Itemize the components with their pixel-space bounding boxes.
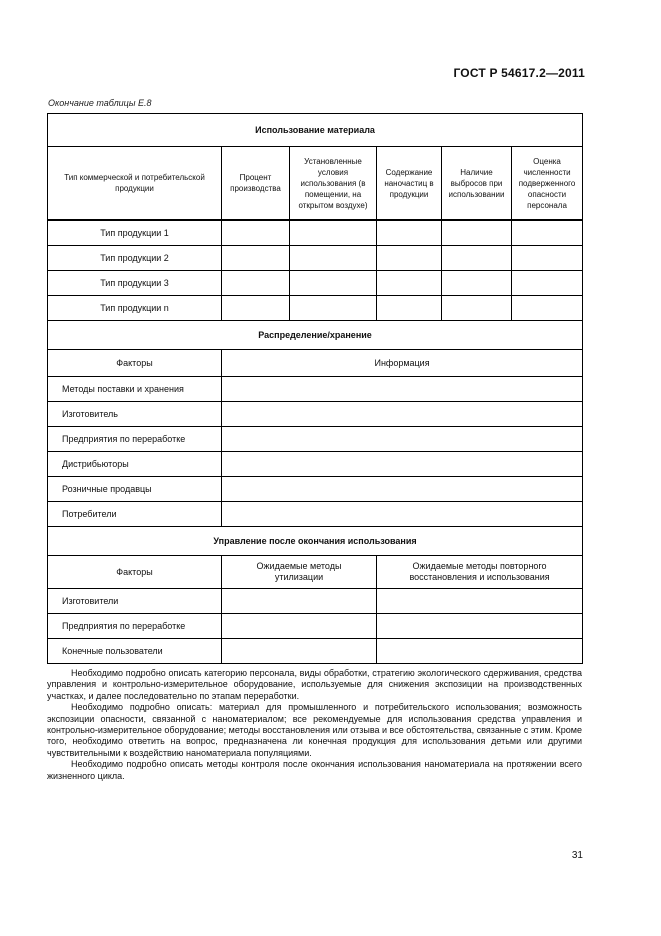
table-cell: [442, 246, 512, 271]
factor-label: Изготовитель: [48, 402, 222, 427]
table-row: [48, 271, 583, 296]
table-cell: [377, 589, 583, 614]
col-header-emissions: Наличие выбросов при использовании: [442, 147, 512, 221]
table-cell: [512, 296, 583, 321]
table-cell: [512, 271, 583, 296]
factor-label: Предприятия по переработке: [48, 427, 222, 452]
section-title-end-of-life: Управление после окончания использования: [48, 527, 583, 556]
col-header-production-percent: Процент производства: [222, 147, 290, 221]
table-row: [48, 452, 583, 477]
table-row: [48, 502, 583, 527]
col-header-disposal-methods: Ожидаемые методы утилизации: [222, 556, 377, 589]
col-header-factors: Факторы: [48, 350, 222, 377]
table-cell: [222, 271, 290, 296]
product-type-label: Тип продукции 2: [48, 246, 222, 271]
paragraph: Необходимо подробно описать категорию персонала, виды обработки, стратегию экологического сдерживания, средства управления и контрольно-измерительное оборудование, используемые для снижения экспозиции на производственных участках, и далее последовательно по этапам переработки.: [47, 668, 582, 701]
table-cell: [290, 271, 377, 296]
table-cell: [442, 296, 512, 321]
col-header-product-type: Тип коммерческой и потребительской продукции: [48, 147, 222, 221]
table-cell: [377, 220, 442, 246]
table-cell: [290, 246, 377, 271]
document-code: ГОСТ Р 54617.2—2011: [453, 66, 585, 80]
table-cell: [377, 246, 442, 271]
factor-label: Потребители: [48, 502, 222, 527]
table-cell: [442, 271, 512, 296]
main-table: [47, 113, 583, 664]
table-row: [48, 477, 583, 502]
table-cell: [222, 220, 290, 246]
table-cell: [512, 220, 583, 246]
table-cell: [222, 427, 583, 452]
col-header-nanoparticle-content: Содержание наночастиц в продукции: [377, 147, 442, 221]
table-cell: [222, 296, 290, 321]
table-row: [48, 402, 583, 427]
page-number: 31: [571, 850, 583, 861]
table-caption: Окончание таблицы Е.8: [48, 98, 152, 108]
table-cell: [222, 402, 583, 427]
product-type-label: Тип продукции n: [48, 296, 222, 321]
table-row: [48, 246, 583, 271]
table-row: [48, 296, 583, 321]
factor-label: Конечные пользователи: [48, 639, 222, 664]
product-type-label: Тип продукции 1: [48, 220, 222, 246]
table-cell: [222, 377, 583, 402]
factor-label: Изготовители: [48, 589, 222, 614]
product-type-label: Тип продукции 3: [48, 271, 222, 296]
table-row: [48, 377, 583, 402]
table-cell: [222, 502, 583, 527]
table-cell: [222, 477, 583, 502]
factor-label: Дистрибьюторы: [48, 452, 222, 477]
factor-label: Розничные продавцы: [48, 477, 222, 502]
table-row: [48, 639, 583, 664]
section-title-distribution: Распределение/хранение: [48, 321, 583, 350]
table-cell: [377, 296, 442, 321]
col-header-information: Информация: [222, 350, 583, 377]
table-cell: [377, 271, 442, 296]
table-cell: [222, 589, 377, 614]
table-cell: [290, 296, 377, 321]
paragraph: Необходимо подробно описать методы контроля после окончания использования наноматериала на протяжении всего жизненного цикла.: [47, 759, 582, 781]
table-cell: [222, 452, 583, 477]
col-header-usage-conditions: Установленные условия использования (в помещении, на открытом воздухе): [290, 147, 377, 221]
col-header-factors: Факторы: [48, 556, 222, 589]
col-header-recovery-methods: Ожидаемые методы повторного восстановления и использования: [377, 556, 583, 589]
body-text: [47, 668, 582, 782]
table-cell: [222, 246, 290, 271]
table-cell: [290, 220, 377, 246]
table-row: [48, 220, 583, 246]
table-cell: [377, 614, 583, 639]
factor-label: Предприятия по переработке: [48, 614, 222, 639]
table-cell: [222, 614, 377, 639]
table-cell: [377, 639, 583, 664]
paragraph: Необходимо подробно описать: материал для промышленного и потребительского использования; возможность экспозиции опасности, связанной с наноматериалом; все рекомендуемые для использования средства управления и контрольно-измерительное оборудование; методы восстановления или отзыва и все обстоятельства, связанные с этим. Кроме того, необходимо ответить на вопрос, предназначена ли конечная продукция для использования детьми или другими чувствительными к воздействию наноматериала популяциями.: [47, 702, 582, 758]
factor-label: Методы поставки и хранения: [48, 377, 222, 402]
table-cell: [512, 246, 583, 271]
table-row: [48, 614, 583, 639]
table-cell: [442, 220, 512, 246]
table-row: [48, 589, 583, 614]
table-cell: [222, 639, 377, 664]
table-row: [48, 427, 583, 452]
col-header-personnel-estimate: Оценка численности подверженного опасности персонала: [512, 147, 583, 221]
section-title-usage: Использование материала: [48, 114, 583, 147]
